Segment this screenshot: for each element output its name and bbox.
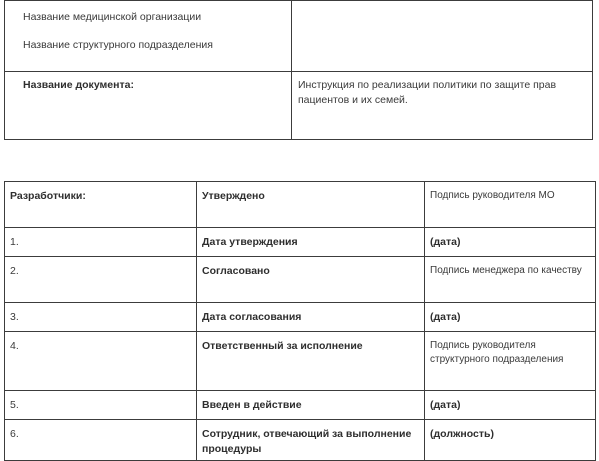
row-number: 4. — [5, 332, 197, 391]
dept-name: Название структурного подразделения — [23, 39, 213, 51]
row-number: 1. — [5, 228, 197, 257]
table-row — [5, 391, 596, 420]
row-value: (должность) — [425, 420, 596, 461]
table-row — [5, 303, 596, 332]
table-row — [5, 332, 596, 391]
org-info-cell — [5, 1, 292, 72]
org-empty-cell — [292, 1, 593, 72]
doc-title-value-cell — [292, 72, 593, 140]
row-value: (дата) — [425, 391, 596, 420]
document-header-table — [4, 0, 593, 140]
table-row — [5, 257, 596, 303]
org-name: Название медицинской организации — [23, 11, 202, 23]
row-value: Подпись руководителя структурного подразделения — [425, 332, 596, 391]
row-number: 3. — [5, 303, 197, 332]
header-row-org — [5, 1, 593, 72]
doc-title-label: Название документа: — [23, 79, 134, 91]
row-value: Подпись менеджера по качеству — [425, 257, 596, 303]
approval-table — [4, 181, 596, 461]
header-developers: Разработчики: — [5, 182, 197, 228]
row-label: Сотрудник, отвечающий за выполнение процедуры — [197, 420, 425, 461]
row-number: 5. — [5, 391, 197, 420]
row-value: (дата) — [425, 228, 596, 257]
row-number: 2. — [5, 257, 197, 303]
header-row-doc — [5, 72, 593, 140]
doc-title-label-cell — [5, 72, 292, 140]
row-label: Дата утверждения — [197, 228, 425, 257]
row-label: Введен в действие — [197, 391, 425, 420]
table-row — [5, 228, 596, 257]
table-row — [5, 420, 596, 461]
row-value: (дата) — [425, 303, 596, 332]
header-signature: Подпись руководителя МО — [425, 182, 596, 228]
row-number: 6. — [5, 420, 197, 461]
approval-header-row — [5, 182, 596, 228]
row-label: Ответственный за исполнение — [197, 332, 425, 391]
row-label: Дата согласования — [197, 303, 425, 332]
doc-title-value: Инструкция по реализации политики по защите прав пациентов и их семей. — [298, 79, 557, 106]
row-label: Согласовано — [197, 257, 425, 303]
header-approved: Утверждено — [197, 182, 425, 228]
